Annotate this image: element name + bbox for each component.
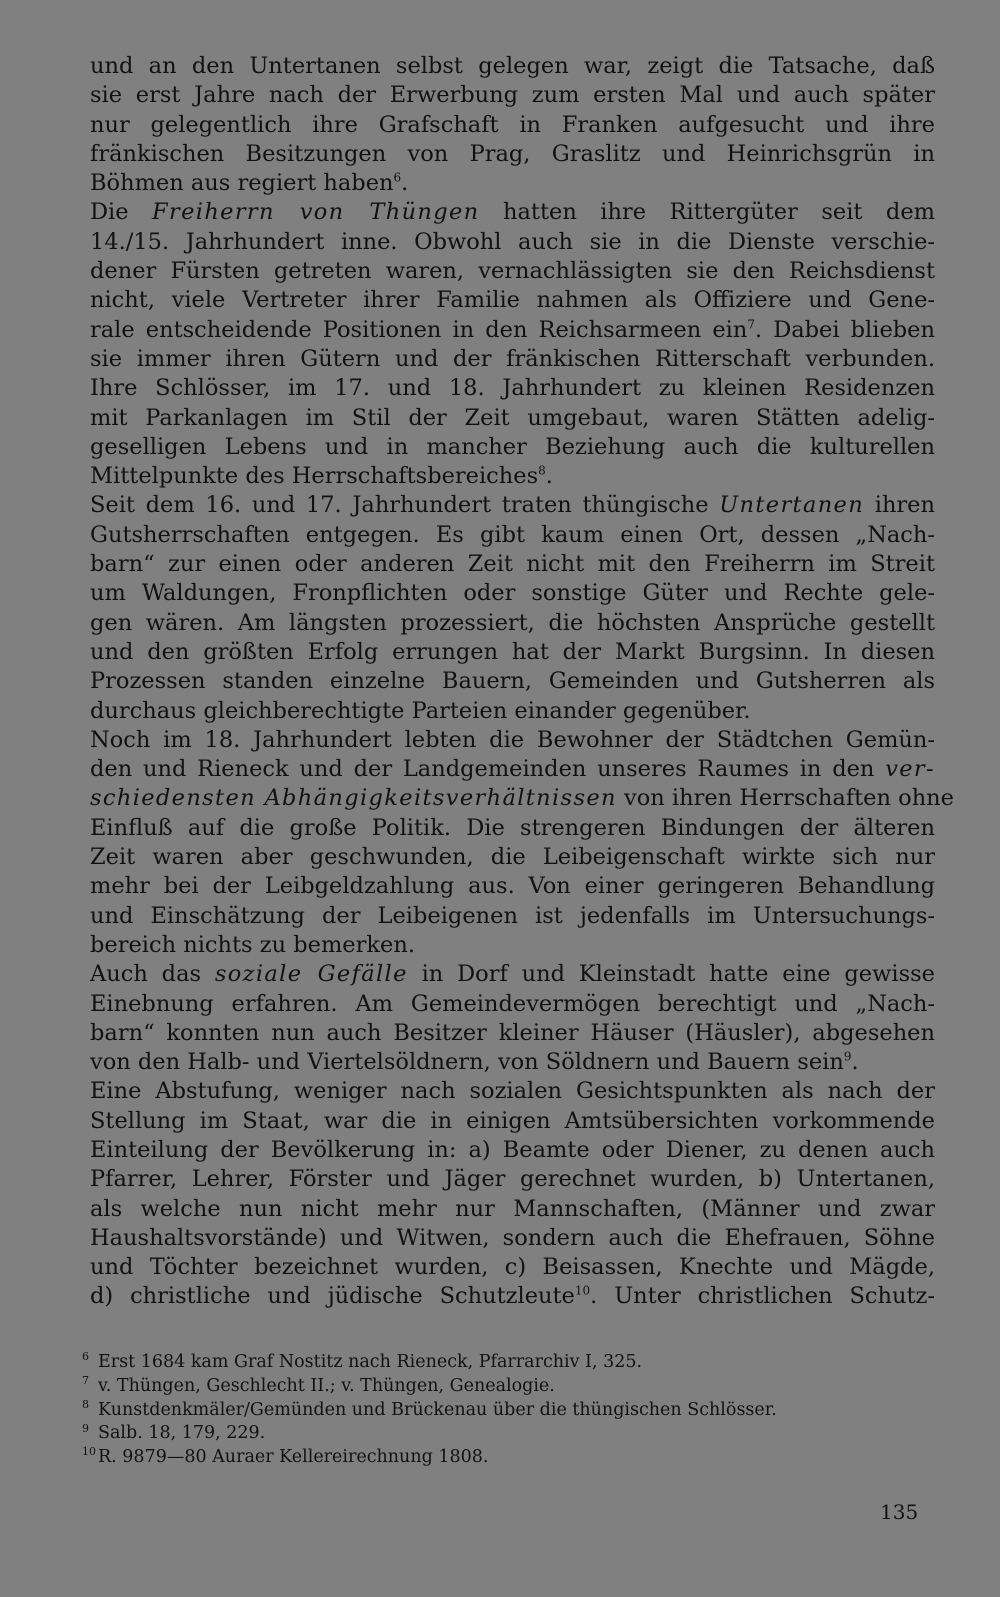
text-line: Noch im 18. Jahrhundert lebten die Bewohner der Städtchen Gemün- [90, 726, 935, 753]
text-line: dener Fürsten getreten waren, vernachlässigten sie den Reichsdienst [90, 258, 935, 285]
text-line: nicht, viele Vertreter ihrer Familie nahmen als Offiziere und Gene- [90, 287, 935, 314]
emphasis: schiedensten Abhängigkeitsverhältnissen [90, 785, 617, 812]
text-line: sie immer ihren Gütern und der fränkischen Ritterschaft verbunden. [90, 345, 935, 372]
text-line: Mittelpunkte des Herrschaftsbereiches$^8$. [90, 463, 553, 490]
text-line: Zeit waren aber geschwunden, die Leibeigenschaft wirkte sich nur [90, 844, 935, 871]
text-line: und Einschätzung der Leibeigenen ist jedenfalls im Untersuchungs- [90, 902, 935, 929]
paragraph [90, 1077, 935, 1311]
text-line: mehr bei der Leibgeldzahlung aus. Von einer geringeren Behandlung [90, 873, 935, 900]
text-line: und Töchter bezeichnet wurden, c) Beisassen, Knechte und Mägde, [90, 1254, 935, 1281]
text-line: barn“ konnten nun auch Besitzer kleiner Häuser (Häusler), abgesehen [90, 1019, 935, 1046]
text-line: Die Freiherrn von Thüngen hatten ihre Rittergüter seit dem [90, 199, 935, 226]
footnote-ref: 6 [393, 170, 402, 185]
text-line: Gutsherrschaften entgegen. Es gibt kaum einen Ort, dessen „Nach- [90, 521, 935, 548]
text-line: gen wären. Am längsten prozessiert, die höchsten Ansprüche gestellt [90, 609, 935, 636]
text-line: von den Halb- und Viertelsöldnern, von Söldnern und Bauern sein$^9$. [90, 1049, 859, 1076]
text-line: durchaus gleichberechtigte Parteien einander gegenüber. [90, 697, 751, 724]
text-line: Einteilung der Bevölkerung in: a) Beamte oder Diener, zu denen auch [90, 1136, 935, 1163]
emphasis: Freiherrn von Thüngen [152, 199, 480, 226]
page-number: 135 [880, 1500, 919, 1524]
emphasis: soziale Gefälle [214, 961, 408, 988]
text-line: rale entscheidende Positionen in den Reichsarmeen ein$^7$. Dabei blieben [90, 316, 935, 343]
text-line: sie erst Jahre nach der Erwerbung zum ersten Mal und auch später [90, 82, 935, 109]
text-line: Ihre Schlösser, im 17. und 18. Jahrhundert zu kleinen Residenzen [90, 375, 935, 402]
text-line: mit Parkanlagen im Stil der Zeit umgebaut, waren Stätten adelig- [90, 404, 935, 431]
text-line: geselligen Lebens und in mancher Beziehung auch die kulturellen [90, 433, 935, 460]
emphasis: ver- [885, 756, 935, 783]
text-line: fränkischen Besitzungen von Prag, Graslitz und Heinrichsgrün in [90, 140, 935, 167]
page-body [90, 52, 954, 1312]
text-line: Einebnung erfahren. Am Gemeindevermögen berechtigt und „Nach- [90, 990, 935, 1017]
paragraph [90, 198, 935, 491]
paragraph [90, 52, 935, 198]
footnote-ref: 7 [747, 317, 755, 332]
footnote-ref: 10 [574, 1283, 591, 1298]
main-text [90, 52, 954, 1312]
text-line: und an den Untertanen selbst gelegen war, zeigt die Tatsache, daß [90, 53, 935, 79]
text-line: um Waldungen, Fronpflichten oder sonstige Güter und Rechte gele- [90, 580, 935, 607]
text-line: Einfluß auf die große Politik. Die strengeren Bindungen der älteren [90, 814, 935, 841]
text-line: Stellung im Staat, war die in einigen Amtsübersichten vorkommende [90, 1107, 935, 1134]
text-line: Eine Abstufung, weniger nach sozialen Gesichtspunkten als nach der [90, 1078, 935, 1105]
footnote-text: R. 9879—80 Auraer Kellereirechnung 1808. [98, 1447, 489, 1468]
footnote-text: Erst 1684 kam Graf Nostitz nach Rieneck, Pfarrarchiv I, 325. [98, 1352, 643, 1372]
text-line: den und Rieneck und der Landgemeinden unseres Raumes in den ver- [90, 756, 935, 783]
paragraph [90, 960, 935, 1077]
footnote-ref: 8 [538, 463, 546, 478]
paragraph [90, 491, 935, 725]
footnote-text: v. Thüngen, Geschlecht II.; v. Thüngen, Genealogie. [98, 1375, 555, 1396]
text-line: schiedensten Abhängigkeitsverhältnissen von ihren Herrschaften ohne [90, 785, 954, 812]
text-line: Prozessen standen einzelne Bauern, Gemeinden und Gutsherren als [90, 668, 935, 695]
footnotes [82, 1351, 942, 1470]
text-line: Pfarrer, Lehrer, Förster und Jäger gerechnet wurden, b) Untertanen, [90, 1166, 935, 1193]
text-line: und den größten Erfolg errungen hat der Markt Burgsinn. In diesen [90, 638, 935, 665]
paragraph [90, 726, 954, 960]
footnote-text: Kunstdenkmäler/Gemünden und Brückenau über die thüngischen Schlösser. [98, 1399, 777, 1420]
text-line: 14./15. Jahrhundert inne. Obwohl auch sie in die Dienste verschie- [90, 228, 935, 255]
footnote: $^8$ Kunstdenkmäler/Gemünden und Brückenau über die thüngischen Schlösser. [82, 1397, 777, 1420]
emphasis: Untertanen [719, 492, 865, 519]
text-line: Böhmen aus regiert haben$^6$. [90, 170, 409, 197]
text-line: nur gelegentlich ihre Grafschaft in Franken aufgesucht und ihre [90, 111, 935, 138]
text-line: als welche nun nicht mehr nur Mannschaften, (Männer und zwar [90, 1195, 935, 1222]
footnote-ref: 9 [843, 1049, 852, 1064]
footnote: $^7$ v. Thüngen, Geschlecht II.; v. Thüngen, Genealogie. [82, 1373, 555, 1396]
footnote: $^6$ Erst 1684 kam Graf Nostitz nach Rieneck, Pfarrarchiv I, 325. [82, 1350, 643, 1372]
footnote: $^{10}$ R. 9879—80 Auraer Kellereirechnung 1808. [82, 1445, 489, 1468]
text-line: Seit dem 16. und 17. Jahrhundert traten thüngische Untertanen ihren [90, 492, 935, 519]
text-line: Haushaltsvorstände) und Witwen, sondern auch die Ehefrauen, Söhne [90, 1224, 935, 1251]
text-line: Auch das soziale Gefälle in Dorf und Kleinstadt hatte eine gewisse [90, 961, 935, 988]
footnote: $^9$ Salb. 18, 179, 229. [82, 1421, 266, 1444]
footnote-text: Salb. 18, 179, 229. [98, 1423, 266, 1444]
text-line: barn“ zur einen oder anderen Zeit nicht mit den Freiherrn im Streit [90, 551, 935, 578]
text-line: d) christliche und jüdische Schutzleute$^{10}$. Unter christlichen Schutz- [90, 1283, 935, 1310]
text-line: bereich nichts zu bemerken. [90, 931, 415, 958]
